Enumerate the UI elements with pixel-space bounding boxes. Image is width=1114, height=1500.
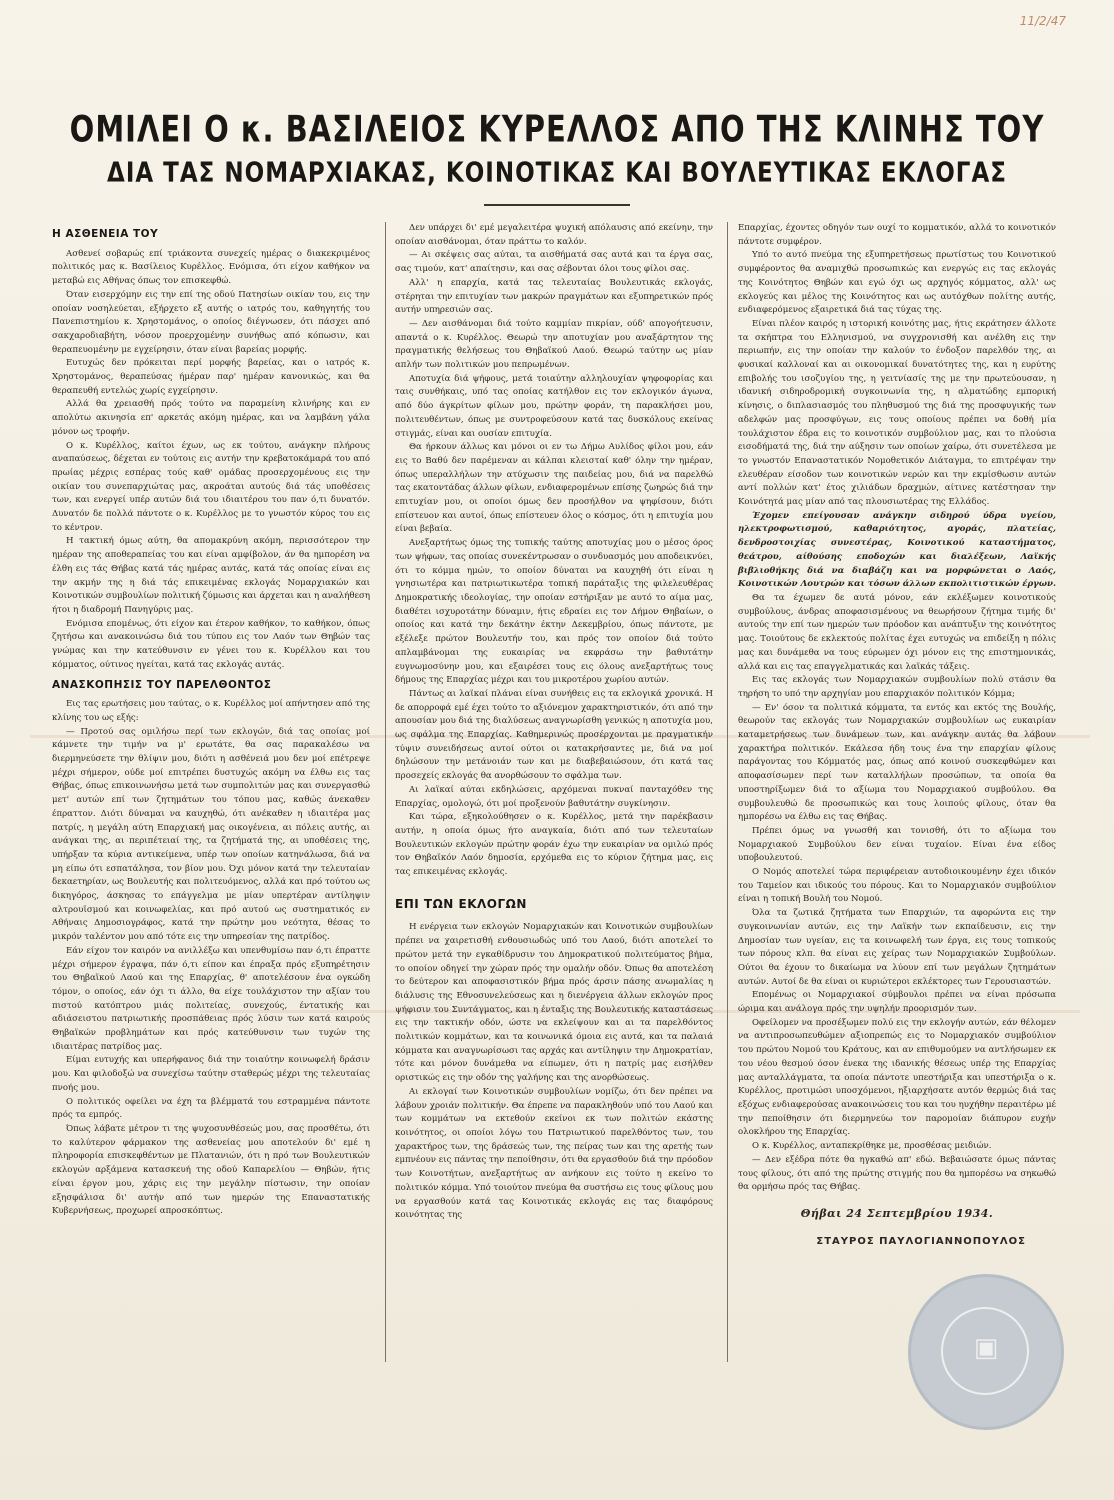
column-2 (395, 222, 713, 1223)
paragraph: Θα τα έχωμεν δε αυτά μόνον, εάν εκλέξωμεν κοινοτικούς συμβούλους, άνδρας αποφασισμένους να θεωρήσουν ζήτημα τιμής δι' αυτούς την επί των ημερών των πρόοδον και ανάπτυξιν της κοινότητος μας. Τοιούτους δε εκλεκτούς πολίτας έχει ευτυχώς να επιδείξη η πόλις μας και δυνάμεθα να τους εύρωμεν όχι μόνον εις της επιστημονικάς, αλλά και εις τας επαγγελματικάς και λαϊκάς τάξεις. (738, 592, 1056, 672)
signature: ΣΤΑΥΡΟΣ ΠΑΥΛΟΓΙΑΝΝΟΠΟΥΛΟΣ (816, 1235, 1026, 1247)
column-1 (52, 222, 370, 1219)
paragraph: Οφείλομεν να προσέξωμεν πολύ εις την εκλογήν αυτών, εάν θέλομεν να αντιπροσωπευθώμεν αξιοπρεπώς εις το Νομαρχιακόν συμβούλιον του πρώτου Νομού του Κράτους, και αν επιθυμούμεν να αντλήσωμεν εκ του νέου θεσμού όσον ένεκα της ιδανικής θέσεως υπέρ της Επαρχίας μας ανταλλάγματα, τα οποία πάντοτε υπεστήριξα και υπεστήριξα ο κ. Κυρέλλος, προτιμώσι υποσχόμενοι, ηξιαρχήσατε αυτόν θερμώς διά τας εξόχως ενδιαφερούσας ανακοινώσεις του και του ηυχήθην περαιτέρω μέ την πεποίθησιν ότι διερμηνεύω τον παρομοίαν διάπυρον ευχήν ολοκλήρου της Επαρχίας. (738, 1017, 1056, 1138)
paragraph: Υπό το αυτό πνεύμα της εξυπηρετήσεως πρωτίστως του Κοινοτικού συμφέροντος θα αναμιχθώ προσωπικώς και ενεργώς εις τας εκλογάς της Κοινότητος Θηβών και εγώ όχι ως αρχηγός κόμματος, αλλ' ως εκλογεύς και μέλος της Κοινότητος και ως αυτόχθων πολίτης αυτής, ενδιαφερόμενος εξαιρετικά διά τας τύχας της. (738, 250, 1056, 316)
paragraph: Ασθενεί σοβαρώς επί τριάκοντα συνεχείς ημέρας ο διακεκριμένος πολιτικός μας κ. Βασίλειος Κυρέλλος. Ενόμισα, ότι είχον καθήκον να μεταβώ εις Αθήνας όπως τον επισκεφθώ. (52, 248, 370, 287)
paragraph: Θα ήρκουν άλλως και μόνοι οι εν τω Δήμω Αυλίδος φίλοι μου, εάν εις το Βαθύ δεν παρέμεναν αι κάλπαι κλεισταί καθ' όλην την ημέραν, όπως υπεραλλήλων την ατύχωσιν της παιδείας μου, διά να παρελθώ τας εκατοντάδας άλλων φίλων, ενδιαφερομένων επίσης ζωηρώς διά την επιτυχίαν μου, οι οποίοι όμως δεν προσήλθον να ψηφίσουν, διότι επίστευον και αυτοί, όπως επίστευεν όλος ο κόσμος, ότι η επιτυχία μου είναι βεβαία. (395, 442, 713, 535)
paragraph: Εις τας ερωτήσεις μου ταύτας, ο κ. Κυρέλλος μοί απήντησεν από της κλίνης του ως εξής: (52, 699, 370, 723)
paragraph: Αλλ' η επαρχία, κατά τας τελευταίας Βουλευτικάς εκλογάς, στέρηται την επιτυχίαν των μακρών πραγμάτων και εξυπηρετικών πρός αυτήν υπηρεσιών σας. (395, 277, 713, 316)
paragraph: — Αι σκέψεις σας αύται, τα αισθήματά σας αυτά και τα έργα σας, σας τιμούν, κατ' απαίτησιν, και σας σέβονται όλοι τους φίλοι σας. (395, 250, 713, 275)
paragraph: Είμαι ευτυχής και υπερήφανος διά την τοιαύτην κοινωφελή δράσιν μου. Και φιλοδοξώ να συνεχίσω ταύτην σταθερώς μέχρι της τελευταίας πνοής μου. (52, 1055, 370, 1093)
paragraph: Ανεξαρτήτως όμως της τυπικής ταύτης αποτυχίας μου ο μέσος όρος των ψήφων, τας οποίας συνεκέντρωσαν ο συνδυασμός μου αποδεικνύει, ότι το κόμμα ημών, το οποίον δύναται να καυχηθή ότι είναι η γνησιωτέρα και πατριωτικωτέρα τοπική παράταξις της φιλελευθέρας Δημοκρατικής ιδεολογίας, την οποίαν εστήριξαν με αυτό το αίμα μας, διαθέτει ισχυροτάτην δύναμιν, ήτις εδραίει εις τον Δήμον Θηβαίων, ο οποίος και κατά την δεκάτην έκτην Δεκεμβρίου, όπως πάντοτε, με εξέλεξε πρώτον Βουλευτήν του, και πρός τον οποίον διά τούτο απλαμβάνομαι της ευκαιρίας να εκφράσω την βαθυτάτην ευγνωμοσύνην μου, και εξαιρέσει τους εις όλους ανεξαρτήτως τους δήμους της Επαρχίας μέχρι και του μικροτέρου χωρίου αυτών. (395, 538, 713, 686)
paragraph: Επαρχίας, έχοντες οδηγόν των ουχί το κομματικόν, αλλά το κοινοτικόν πάντοτε συμφέρον. (738, 223, 1056, 247)
paragraph: Η ενέργεια των εκλογών Νομαρχιακών και Κοινοτικών συμβουλίων πρέπει να χαιρετισθή ενθουσιωδώς υπό του Λαού, διότι αποτελεί το πρώτον μετά την εγκαθίδρυσιν του Δημοκρατικού πολιτεύματος βήμα, το οποίον οδηγεί την χώραν πρός την ομαλήν οδόν. Όπως θα αποτελέση το δεύτερον και αποφασιστικόν βήμα πρός άρσιν πάσης ανωμαλίας η διάλυσις της Εθνοσυνελεύσεως και η διενέργεια άλλων εκλογών προς ψήφισιν του Συντάγματος, και η ένταξις της Βουλευτικής καταστάσεως εις την τακτικήν οδόν, ώστε να εκλείψουν και αι τα παρελθόντος πολιτικών κομμάτων, και τα κοινωνικά όμοια εις αυτά, και τα παλαιά κόμματα και αναγνωρίσωσι τας αρχάς και αντίληψιν την Δημοκρατίαν, τότε και μόνον δυνάμεθα να είπωμεν, ότι η πατρίς μας εισήλθεν οριστικώς εις την οδόν της γαλήνης και της ανορθώσεως. (395, 922, 713, 1084)
paragraph: Ο κ. Κυρέλλος, καίτοι έχων, ως εκ τούτου, ανάγκην πλήρους αναπαύσεως, δέχεται εν τούτοις εις αυτήν την κρεβατοκάμαρά του από πρωίας μέχρις εσπέρας τούς καθ' ομάδας προσερχομένους εις την οικίαν του συνεπαρχιώτας μας, ακροάται αυτούς διά τάς υποθέσεις των, και ενεργεί υπέρ αυτών διά του ιδιαιτέρου του παν ό,τι δυνατόν. Δυνατόν δε πολλά πάντοτε ο κ. Κυρέλλος με το γνωστόν κύρος του εις το κέντρον. (52, 440, 370, 533)
section-heading-review: ΑΝΑΣΚΟΠΗΣΙΣ ΤΟΥ ΠΑΡΕΛΘΟΝΤΟΣ (52, 678, 272, 691)
paragraph: Επομένως οι Νομαρχιακοί σύμβουλοι πρέπει να είναι πρόσωπα ώριμα και ανάλογα πρός την υψηλήν προορισμόν των. (738, 990, 1056, 1015)
column-divider (727, 222, 728, 1362)
section-heading-elections: ΕΠΙ ΤΩΝ ΕΚΛΟΓΩΝ (395, 896, 527, 911)
emphasis-paragraph: Έχομεν επείγουσαν ανάγκην σιδηρού ύδρα υγείου, ηλεκτροφωτισμού, καθαριότητος, αγοράς, πλατείας, δενδροστοιχίας συνεστέρας, Κοινοτικού καταστήματος, θεάτρου, αίθούσης εποδοχών και διαλέξεων, Λαϊκής βιβλιοθήκης διά να διαβάζη και να μορφώνεται ο Λαός, Κοινοτικών Λουτρών και τόσων άλλων εκπολιτιστικών έργων. (738, 510, 1056, 590)
paragraph: Δεν υπάρχει δι' εμέ μεγαλειτέρα ψυχική απόλαυσις από εκείνην, την οποίαν αισθάνομαι, όταν πράττω το καλόν. (395, 223, 713, 247)
paragraph: Όλα τα ζωτικά ζητήματα των Επαρχιών, τα αφορώντα εις την συγκοινωνίαν αυτών, εις την Λαϊκήν των εκπαίδευσιν, εις την Δημοσίαν των υγείαν, εις τα κοινωφελή των έργα, εις τους τοπικούς των πόρους κλπ. θα είναι εις χείρας των Νομαρχιακών Συμβούλων. Ούτοι θα έχουν το δικαίωμα να λύουν επί των μεγάλων ζητημάτων αυτών. Αυτοί δε θα είναι οι κυριώτεροι εκλέκτορες των Γερουσιαστών. (738, 908, 1056, 987)
section-heading-illness: Η ΑΣΘΕΝΕΙΑ ΤΟΥ (52, 228, 159, 240)
stamp-emblem-icon: ▣ (973, 1333, 999, 1363)
column-divider (385, 222, 386, 1362)
paragraph: Όταν εισερχόμην εις την επί της οδού Πατησίων οικίαν του, εις την οποίαν νοσηλεύεται, εξήρχετο εξ αυτής ο ιατρός του, καθηγητής του Πανεπιστημίου κ. Χρηστομάνος, ο οποίος διέγνωσεν, ότι πάσχει από σακχαροδιαβήτη, νόσον προερχομένην συνήθως από κόπωσιν, και θεραπευομένην με εγχείρησιν, όταν είναι βαρείας μορφής. (52, 289, 370, 355)
paragraph: Ευτυχώς δεν πρόκειται περί μορφής βαρείας, και ο ιατρός κ. Χρηστομάνος, θεραπεύσας ήμέραν παρ' ημέραν κανονικώς, και θα θεραπευθή εντελώς χωρίς εγχείρησιν. (52, 358, 370, 396)
paragraph: Πρέπει όμως να γνωσθή και τονισθή, ότι το αξίωμα του Νομαρχιακού Συμβούλου δεν είναι τυχαίον. Είναι ένα είδος υποβουλευτού. (738, 825, 1056, 864)
dateline: Θήβαι 24 Σεπτεμβρίου 1934. (800, 1206, 994, 1220)
paragraph: — Εν' όσον τα πολιτικά κόμματα, τα εντός και εκτός της Βουλής, θεωρούν τας εκλογάς των Νομαρχιακών συμβουλίων ως ευκαιρίαν καταμετρήσεως των δυνάμεων των, και ανάγκην αυτάς θα λάβουν χαρακτήρα πολιτικόν. Εκάλεσα ήδη τους ένα την επαρχίαν φίλους παράγοντας του Κόμματός μας, όπως από κοινού συσκεφθώμεν και αποφασίσωμεν περί των καταλλήλων προσώπων, τα οποία θα υποστηρίξωμεν διά το αξίωμα του Νομαρχιακού συμβούλου. Θα συμβουλευθώ δε προσωπικώς και τους λοιπούς φίλους, όταν θα ημπορέσω να έλθω εις τας Θήβας. (738, 702, 1056, 823)
paragraph: Αλλά θα χρειασθή πρός τούτο να παραμείνη κλινήρης και εν απολύτω ακινησία επ' αρκετάς ακόμη ημέρας, και να λαμβάνη γάλα μόνον ως τροφήν. (52, 399, 370, 437)
paragraph: Ο κ. Κυρέλλος, ανταπεκρίθηκε με, προσθέσας μειδιών. (752, 1141, 992, 1152)
paragraph: Ο Νομός αποτελεί τώρα περιφέρειαν αυτοδιοικουμένην έχει ιδικόν του Ταμείον και ιδικούς του πόρους. Και το Νομαρχιακόν συμβούλιον είναι η τοπική Βουλή του Νομού. (738, 867, 1056, 905)
paragraph: — Προτού σας ομιλήσω περί των εκλογών, διά τας οποίας μοί κάμνετε την τιμήν να μ' ερωτάτε, θα σας παρακαλέσω να διερμηνεύσετε την θλίψιν μου, διότι η ασθένειά μου δεν μοί επέτρεψε μέχρι σήμερον, ούδε μοί επιτρέπει δυστυχώς ακόμη να έλθω εις τας Θήβας, όπως επικοινωνήσω μετά των συμπολιτών μας και συνεργασθώ μετ' αυτών επί των ζητημάτων του τόπου μας, καθώς άνεκαθεν έπραττον. Διότι δύναμαι να καυχηθώ, ότι ανέκαθεν η ιδιαιτέρα μας πατρίς, η μεγάλη αύτη Επαρχιακή μας οικογένεια, αι πόλεις αυτής, αι ανάγκαι της, αι περιπέτειαί της, τα ζητήματά της, αι υποθέσεις της, υπήρξαν τα κύρια αντικείμενα, υπέρ των οποίων κατηνάλωσα, διά να μη είπω ότι εσπατάλησα, τον βίον μου. Όχι μόνον κατά την τελευταίαν δεκαετηρίαν, ως Βουλευτής και πολιτευόμενος, αλλά και πρό τούτου ως δικηγόρος, άσκησας το επάγγελμα με μίαν υπερτέραν αντίληψιν αλτρουϊσμού και κοινωφελίας, και πρό αυτού ως συστηματικός εν Αθήναις Δημοσιογράφος, κατά την πρώτην μου νεότητα, θέσας το μικρόν ταλέντον μου από τότε εις την υπηρεσίαν της πατρίδος. (52, 726, 370, 943)
paragraph: Είναι πλέον καιρός η ιστορική κοινότης μας, ήτις εκράτησεν άλλοτε τα σκήπτρα του Ελληνισμού, να συγχρονισθή και ανέλθη εις την περιωπήν, εις την οποίαν την καλούν το ένδοξον παρελθόν της, αι φυσικαί καλλοναί και αι οικονομικαί δυνατότητες της, και η ευρύτης επιβολής του ισοζυγίου της, η γειτνίασίς της με την πρωτεύουσαν, η ιδανική σιδηροδρομική συγκοινωνία της, η αλματώδης εμπορική κίνησις, ο διπλασιασμός του πληθυσμού της διά της προσφυγικής των αδελφών μας προσφύγων, εις τους οποίους πρέπει να δοθή μία τουλάχιστον έδρα εις το κοινοτικόν συμβούλιον μας, και το πλούσια εισοδήματά της, διά την αύξησιν των οποίων χαίρω, ότι συνετέλεσα με το γνωστόν Επαναστατικόν Νομοθετικόν Διάταγμα, το επιτρέψαν την ελευθέραν είσοδον των κοινοτικών νερών και την εκμίσθωσιν αυτών αντί πολλών κατ' έτος χιλιάδων δραχμών, αίτινες κατέστησαν την Κοινότητά μας μίαν από τας πλουσιωτέρας της Ελλάδος. (738, 318, 1056, 508)
main-headline: ΟΜΙΛΕΙ Ο κ. ΒΑΣΙΛΕΙΟΣ ΚΥΡΕΛΛΟΣ ΑΠΟ ΤΗΣ ΚΛΙΝΗΣ ΤΟΥ (69, 107, 1045, 151)
paragraph: Όπως λάβατε μέτρον τι της ψυχοσυνθέσεώς μου, σας προσθέτω, ότι το καλύτερον φάρμακον της ασθενείας μου αποτελούν δι' εμέ η πληροφορία επισκεφθέντων με Πλατανιών, ότι η πρό των Βουλευτικών εκλογών αρξάμενα κατασκευή της οδού Καπαρελίου — Θηβών, ήτις είναι έργον μου, χάρις εις την μεγάλην πίστωσιν, την οποίαν εξησφάλισα δι' αυτήν από των ημερών της Επαναστατικής Κυβερνήσεως, προχωρεί απροσκόπτως. (52, 1124, 370, 1217)
sub-headline: ΔΙΑ ΤΑΣ ΝΟΜΑΡΧΙΑΚΑΣ, ΚΟΙΝΟΤΙΚΑΣ ΚΑΙ ΒΟΥΛΕΥΤΙΚΑΣ ΕΚΛΟΓΑΣ (107, 157, 1007, 189)
paragraph: — Δεν αισθάνομαι διά τούτο καμμίαν πικρίαν, ούδ' απογοήτευσιν, απαντά ο κ. Κυρέλλος. Θεωρώ την αποτυχίαν μου αναξάρτητον της πραγματικής θελήσεως του Θηβαϊκού Λαού. Θεωρώ ταύτην ως μίαν απλήν των πολιτικών μου πεπρωμένων. (395, 318, 713, 371)
paragraph: Ενόμισα επομένως, ότι είχον και έτερον καθήκον, το καθήκον, όπως ζητήσω και ανακοινώσω διά του τύπου εις τον Λαόν των Θηβών τας γνώμας και την κατεύθυνσιν εν γένει του κ. Κυρέλλου και του κόμματος, ούτινος ηγείται, κατά τας εκλογάς αυτάς. (52, 618, 370, 670)
paragraph: Πάντως αι λαϊκαί πλάναι είναι συνήθεις εις τα εκλογικά χρονικά. Η δε απορροφά εμέ έχει τούτο το αξιόνεμον χαρακτηριστικόν, ότι από την απουσίαν μου διά της διαλύσεως αναγνωρίσθη γενικώς η αποτυχία μου, ως σφάλμα της Επαρχίας. Καθημερινώς προσέρχονται με πραγματικήν τύψιν συνειδήσεως αυτοί ούτοι οι κατακρήσαντες με, διά να μοί δηλώσουν την μετάνοιάν των και με διαβεβαιώσουν, ότι κατά τας προσεχείς εκλογάς θα ανορθώσουν το σφάλμα των. (395, 688, 713, 782)
paragraph: Η τακτική όμως αύτη, θα απομακρύνη ακόμη, περισσότερον την ημέραν της αποθεραπείας του και είναι αμφίβολον, άν θα ημπορέση να έλθη εις τάς Θήβας κατά τάς ημέρας αυτάς, κατά τάς οποίας είναι εις την ακμήν της η διά τάς επικειμένας εκλογάς Νομαρχιακών και Κοινοτικών συμβουλίων πολιτική ζύμωσις και άρχεται και η αναλήθεση ήτοι η διαδρομή Πανηγύρις μας. (52, 536, 370, 615)
handwritten-note: 11/2/47 (1019, 14, 1066, 28)
paragraph: Εις τας εκλογάς των Νομαρχιακών συμβουλίων πολύ στάσιν θα τηρήση το υπό την αρχηγίαν μου επαρχιακόν πολιτικόν Κόμμα; (738, 675, 1056, 699)
column-3 (738, 222, 1056, 1248)
paragraph: Και τώρα, εξηκολούθησεν ο κ. Κυρέλλος, μετά την παρέκβασιν αυτήν, η οποία όμως ήτο αναγκαία, διότι από των τελευταίων Βουλευτικών εκλογών πρώτην φοράν έχω την ευκαιρίαν να ομιλώ πρός τον Θηβαϊκόν Λαόν δημοσία, ερχόμεθα εις το κύριον ζήτημα μας, εις τας επικειμένας εκλογάς. (395, 812, 713, 878)
paragraph: Αι εκλογαί των Κοινοτικών συμβουλίων νομίζω, ότι δεν πρέπει να λάβουν χροιάν πολιτικήν. Θα έπρεπε να παρακληθούν υπό του Λαού και των κομμάτων να εκτεθούν εκείνοι εκ των πολιτών εκάστης κοινότητος, οι οποίοι λόγω του Πατριωτικού παρελθόντος των, του χαρακτήρος των, της δράσεώς των, της πείρας των και της αρετής των εμπνέουν εις πάντας την πεποίθησιν, ότι θα εργασθούν διά την πρόοδον των Κοινοτήτων, ανεξαρτήτως αν ανήκουν εις τούτο η εκείνο το πολιτικόν κόμμα. Υπό τοιούτον πνεύμα θα συστήσω εις τους φίλους μου να εργασθούν κατά τας Κοινοτικάς εκλογάς εις τας διαφόρους κοινότητας της (395, 1086, 713, 1221)
paragraph: — Δεν εξέδρα πότε θα ηγκαθώ απ' εδώ. Βεβαιώσατε όμως πάντας τους φίλους, ότι από της πρώτης στιγμής που θα ημπορέσω να σηκωθώ θα ορμήσω πρός τας Θήβας. (738, 1154, 1056, 1193)
paragraph: Αι λαϊκαί αύται εκδηλώσεις, αρχόμεναι πυκναί πανταχόθεν της Επαρχίας, ομολογώ, ότι μοί προξενούν βαθυτάτην συγκίνησιν. (395, 784, 713, 809)
paragraph: Εάν είχον τον καιρόν να ανιλλέξω και υπενθυμίσω παν ό,τι έπραττε μέχρι σήμερον έγραψα, πάν ό,τι είπον και έπραξα πρός εξυπηρέτησιν του Θηβαϊκού Λαού και της Επαρχίας, θ' αποτελέσουν ένα ογκώδη τόμον, ο οποίος, εάν όχι τι άλλο, θα είχε τουλάχιστον την αξίαν του πιστού κατόπτρου μιάς πολιτείας, συνεχούς, έντατικής και αδιάσειστου πατριωτικής προσπάθειας πρός λύσιν των κατά καιρούς Θηβαϊκών προβλημάτων και πρός κατεύθυνσιν των τυχών της ιδιαιτέρας πατρίδος μας. (52, 945, 370, 1052)
paragraph: Αποτυχία διά ψήφους, μετά τοιαύτην αλληλουχίαν ψηφοφορίας και ταις συνθήκαις, υπό τας οποίας κατήλθον εις τον εκλογικόν άγωνα, από δύο άγκρίτων φίλων μου, πρώτην φοράν, τη παρακλήσει μου, πολιτευθέντων, όπως με συντροφεύσουν κατά τας δυσκόλους εκείνας στιγμάς, είναι και ουσίαν επιτυχία. (395, 373, 713, 439)
title-rule (484, 204, 630, 206)
library-stamp (908, 1274, 1064, 1430)
paragraph: Ο πολιτικός οφείλει να έχη τα βλέμματά του εστραμμένα πάντοτε πρός τα εμπρός. (52, 1096, 370, 1121)
